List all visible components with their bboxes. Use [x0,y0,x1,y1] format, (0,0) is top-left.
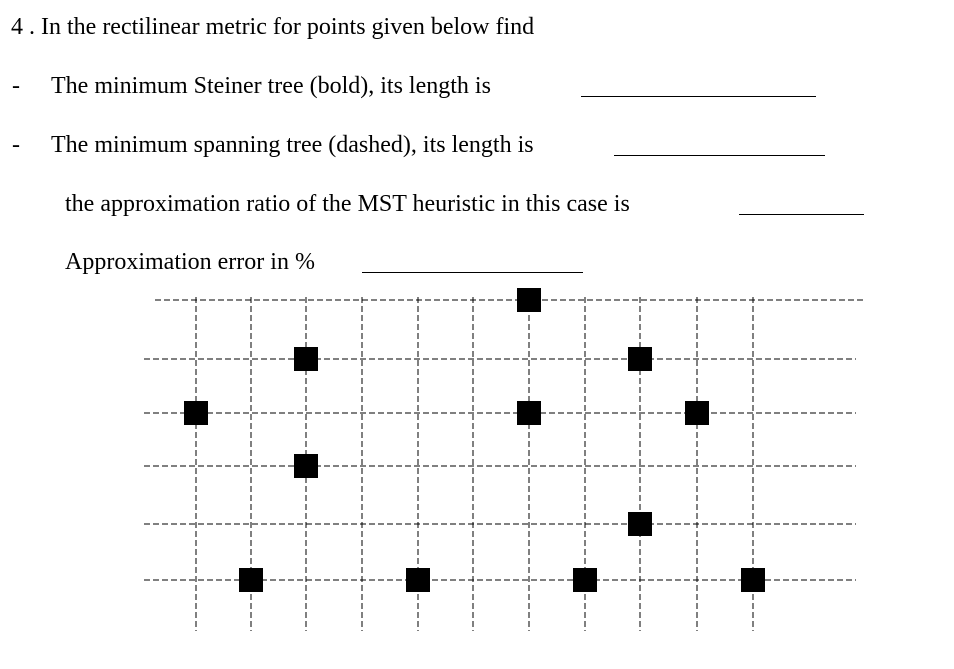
grid-point [294,454,318,478]
grid-horizontal-lines [144,300,866,580]
grid-point [517,401,541,425]
grid-point [239,568,263,592]
grid-point [741,568,765,592]
grid-point [406,568,430,592]
grid-point [184,401,208,425]
mst-question: The minimum spanning tree (dashed), its length is [51,132,534,158]
mst-item-marker: - [12,132,20,158]
grid-vertical-lines [196,297,753,631]
grid-point [573,568,597,592]
grid-point [685,401,709,425]
grid-point [628,347,652,371]
steiner-item-marker: - [12,73,20,99]
grid-point [517,288,541,312]
ratio-question: the approximation ratio of the MST heuristic in this case is [65,191,630,217]
grid-point [294,347,318,371]
error-question: Approximation error in % [65,249,315,275]
steiner-question: The minimum Steiner tree (bold), its length is [51,73,491,99]
problem-heading: 4 . In the rectilinear metric for points given below find [11,14,535,40]
grid-points [184,288,765,592]
grid-point [628,512,652,536]
